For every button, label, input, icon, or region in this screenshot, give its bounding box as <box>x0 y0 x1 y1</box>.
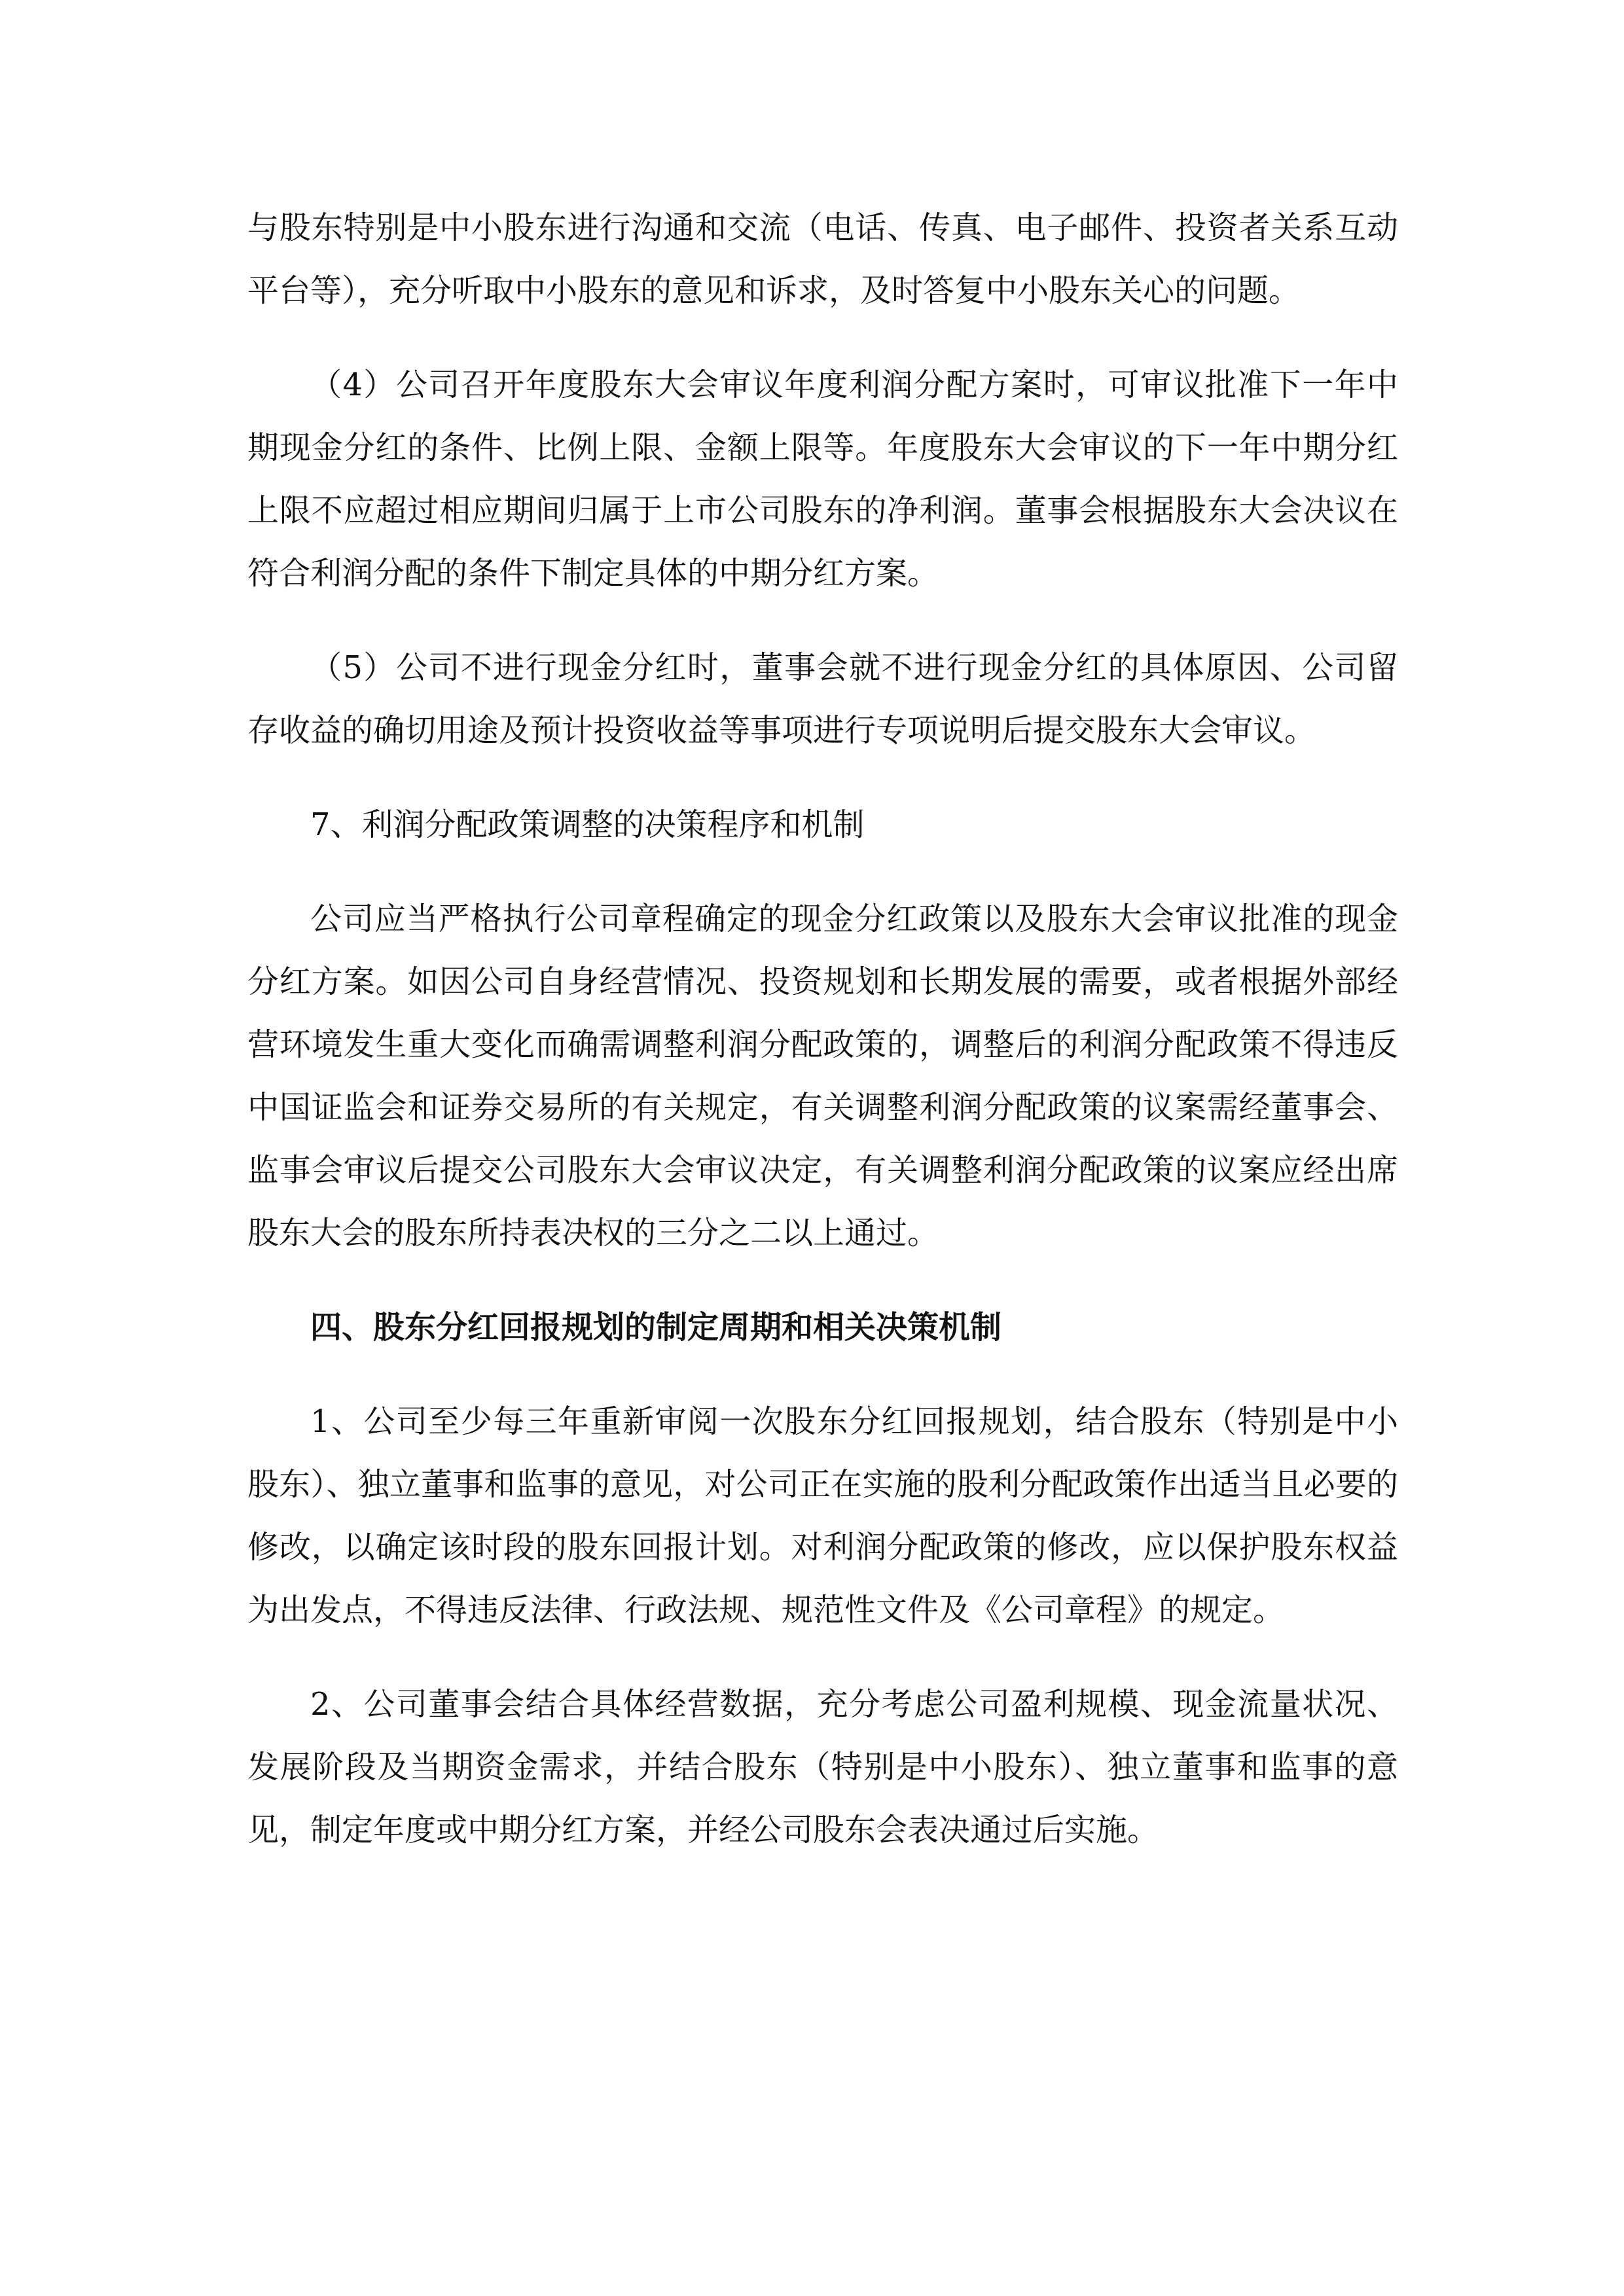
subsection-title-7: 7、利润分配政策调整的决策程序和机制 <box>310 806 865 843</box>
section-paragraph-1: 1、公司至少每三年重新审阅一次股东分红回报规划，结合股东（特别是中小股东）、独立董事和监事的意见，对公司正在实施的股利分配政策作出适当且必要的修改，以确定该时段的股东回报计划。对利润分配政策的修改，应以保护股东权益为出发点，不得违反法律、行政法规、规范性文件及《公司章程》的规定。 <box>247 1403 1398 1628</box>
paragraph-policy-adjustment: 公司应当严格执行公司章程确定的现金分红政策以及股东大会审议批准的现金分红方案。如因公司自身经营情况、投资规划和长期发展的需要，或者根据外部经营环境发生重大变化而确需调整利润分配政策的，调整后的利润分配政策不得违反中国证监会和证券交易所的有关规定，有关调整利润分配政策的议案需经董事会、监事会审议后提交公司股东大会审议决定，有关调整利润分配政策的议案应经出席股东大会的股东所持表决权的三分之二以上通过。 <box>247 901 1398 1251</box>
section-paragraph-2: 2、公司董事会结合具体经营数据，充分考虑公司盈利规模、现金流量状况、发展阶段及当期资金需求，并结合股东（特别是中小股东）、独立董事和监事的意见，制定年度或中期分红方案，并经公司股东会表决通过后实施。 <box>247 1686 1398 1848</box>
paragraph-continued: 与股东特别是中小股东进行沟通和交流（电话、传真、电子邮件、投资者关系互动平台等），充分听取中小股东的意见和诉求，及时答复中小股东关心的问题。 <box>247 209 1398 309</box>
document-body <box>247 196 1398 1893</box>
paragraph-item-5: （5）公司不进行现金分红时，董事会就不进行现金分红的具体原因、公司留存收益的确切用途及预计投资收益等事项进行专项说明后提交股东大会审议。 <box>247 649 1398 749</box>
paragraph-item-4: （4）公司召开年度股东大会审议年度利润分配方案时，可审议批准下一年中期现金分红的条件、比例上限、金额上限等。年度股东大会审议的下一年中期分红上限不应超过相应期间归属于上市公司股东的净利润。董事会根据股东大会决议在符合利润分配的条件下制定具体的中期分红方案。 <box>247 367 1398 592</box>
section-heading: 四、股东分红回报规划的制定周期和相关决策机制 <box>310 1309 1002 1346</box>
